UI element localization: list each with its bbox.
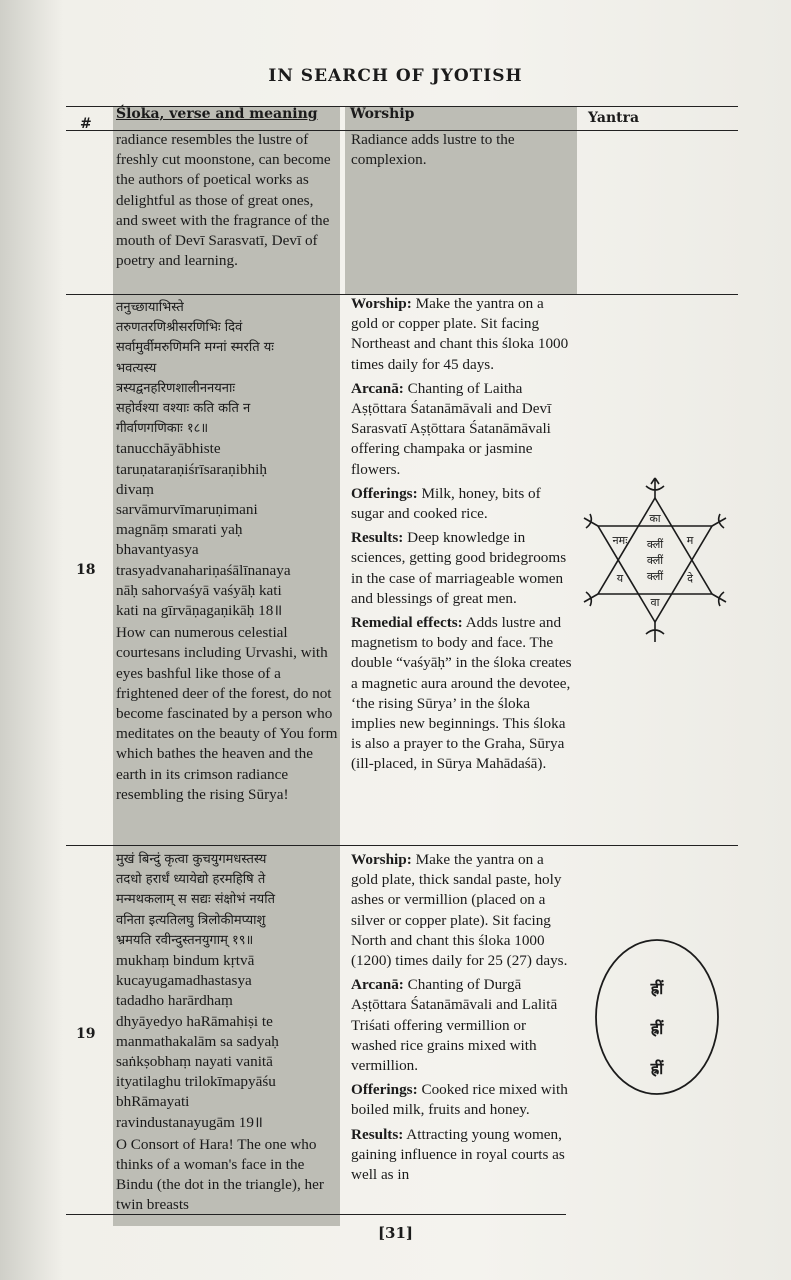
offerings-text: Milk, honey, bits of sugar and cooked rice.	[351, 484, 541, 523]
worship-label: Worship:	[351, 851, 412, 868]
arcana-para	[351, 379, 573, 480]
sloka-line: सहोर्वश्या वश्याः कति कति न	[116, 401, 251, 417]
worship-text: Make the yantra on a gold or copper plate. Sit facing Northeast and chant this śloka 1000 times daily for 45 days.	[351, 295, 569, 373]
yantra-syllable-lower-left: य	[616, 572, 624, 585]
results-text: Deep knowledge in sciences, getting good bridegrooms in the case of marriageable women and blessings of great men.	[351, 529, 567, 607]
results-label: Results:	[351, 529, 404, 547]
translit-line: ityatilaghu trilokīmapyāśu	[116, 1073, 276, 1091]
arcana-text: Chanting of Durgā Aṣṭōttara Śatanāmāvali and Lalitā Triśati offering vermillion or washed rice grains mixed with vermillion.	[351, 976, 558, 1075]
offerings-label: Offerings:	[351, 1081, 418, 1099]
results-label: Results:	[351, 1125, 404, 1143]
col-header-yantra: Yantra	[588, 110, 640, 126]
yantra-syllable-center: क्लीं	[646, 554, 664, 567]
translit-line: bhRāmayati	[116, 1093, 190, 1111]
arcana-para	[351, 975, 573, 1076]
yantra-syllable: ह्रीं	[650, 1019, 664, 1038]
offerings-para	[351, 1080, 573, 1120]
row19-transliteration	[116, 951, 340, 1133]
translit-line: mukhaṃ bindum kṛtvā	[116, 952, 255, 970]
col-header-num: #	[80, 116, 92, 132]
offerings-label: Offerings:	[351, 484, 418, 502]
row18-worship-cell	[351, 294, 573, 779]
row-number-19: 19	[76, 1026, 96, 1042]
row18-sloka-cell	[116, 298, 340, 805]
translit-line: bhavantyasya	[116, 541, 199, 559]
translit-line: ravindustanayugām 19॥	[116, 1113, 264, 1131]
worship-para	[351, 850, 573, 971]
sloka-line: सर्वामुर्वीमरुणिमनि मग्नां स्मरति यः	[116, 340, 274, 356]
row19-sloka-cell	[116, 850, 340, 1216]
remedial-para	[351, 613, 573, 775]
translit-line: tanucchāyābhiste	[116, 440, 221, 458]
yantra-syllable: ह्रीं	[650, 1059, 664, 1078]
translit-line: kucayugamadhastasya	[116, 972, 252, 990]
sloka-line: वनिता इत्यतिलघु त्रिलोकीमप्याशु	[116, 912, 266, 928]
arcana-label: Arcanā:	[351, 379, 404, 397]
translit-line: manmathakalām sa sadyaḥ	[116, 1032, 279, 1050]
row19-circle-yantra	[592, 936, 722, 1098]
yantra-syllable-center: क्लीं	[646, 570, 664, 583]
translit-line: nāḥ sahorvaśyā vaśyāḥ kati	[116, 581, 282, 599]
prev-row-meaning: radiance resembles the lustre of freshly cut moonstone, can become the authors of poetical works as delightful as those of great ones, and sweet with the fragrance of the mouth of Devī Sarasvatī, Devī of poetry and learning.	[116, 131, 331, 270]
row18-transliteration	[116, 439, 340, 621]
col-header-worship: Worship	[350, 106, 415, 122]
results-text: Attracting young women, gaining influence in royal courts as well as in	[351, 1125, 565, 1184]
arcana-label: Arcanā:	[351, 976, 404, 994]
sloka-line: तनुच्छायाभिस्ते	[116, 300, 184, 315]
translit-line: trasyadvanahariṇaśālīnanaya	[116, 561, 291, 579]
results-para	[351, 528, 573, 609]
yantra-syllable-left: नमः	[612, 534, 628, 547]
running-header: IN SEARCH OF JYOTISH	[268, 66, 523, 86]
yantra-syllable: ह्रीं	[650, 979, 664, 998]
prev-row-worship: Radiance adds lustre to the complexion.	[351, 131, 515, 169]
sloka-line: तरुणतरणिश्रीसरणिभिः दिवं	[116, 320, 243, 336]
remedial-text: Adds lustre and magnetism to body and face. The double “vaśyāḥ” in the śloka creates a magnetic aura around the devotee, ‘the rising Sūrya’ in the śloka implies new beginnings. This śloka is also a prayer to the Graha, Sūrya (ill-placed, in Sūrya Mahādaśā).	[351, 614, 572, 773]
row18-devanagari	[116, 298, 340, 439]
worship-text: Make the yantra on a gold plate, thick sandal paste, holy ashes or vermillion (placed on a silver or copper plate). Sit facing North and chant this śloka 1000 (1200) times daily for 25 (27) days.	[351, 851, 568, 970]
page-number: [31]	[377, 1224, 414, 1242]
sloka-line: गीर्वाणगणिकाः १८॥	[116, 421, 209, 437]
row-number-18: 18	[76, 562, 96, 578]
row19-worship-cell	[351, 850, 573, 1189]
yantra-syllable-lower-right: दे	[687, 572, 693, 585]
arcana-text: Chanting of Laitha Aṣṭōttara Śatanāmāvali and Devī Sarasvatī Aṣṭōttara Śatanāmāvali offering champaka or jasmine flowers.	[351, 379, 552, 478]
sloka-line: भवत्यस्य	[116, 360, 157, 376]
sloka-line: तदधो हरार्धं ध्यायेद्यो हरमहिषि ते	[116, 872, 266, 888]
results-para	[351, 1125, 573, 1186]
row19-meaning: O Consort of Hara! The one who thinks of a woman's face in the Bindu (the dot in the triangle), her twin breasts	[116, 1135, 324, 1214]
remedial-label: Remedial effects:	[351, 614, 463, 632]
yantra-syllable-bottom: वा	[650, 596, 660, 609]
translit-line: dhyāyedyo haRāmahiṣi te	[116, 1012, 273, 1030]
yantra-syllable-top: का	[649, 512, 661, 525]
offerings-para	[351, 484, 573, 524]
yantra-syllable-right: म	[686, 534, 694, 547]
sloka-line: भ्रमयति रवीन्दुस्तनयुगाम् १९॥	[116, 932, 254, 948]
translit-line: sarvāmurvīmaruṇimani	[116, 501, 258, 519]
sloka-line: मन्मथकलाम् स सद्यः संक्षोभं नयति	[116, 892, 275, 908]
row18-meaning: How can numerous celestial courtesans including Urvashi, with eyes bashful like those of a frightened deer of the forest, do not become fascinated by a person who meditates on the beauty of You form which bathes the heaven and the earth in its crimson radiance resembling the rising Sūrya!	[116, 624, 338, 803]
row19-devanagari	[116, 850, 340, 951]
sloka-line: मुखं बिन्दुं कृत्वा कुचयुगमधस्तस्य	[116, 852, 267, 867]
translit-line: magnāṃ smarati yaḥ	[116, 521, 243, 539]
sloka-line: त्रस्यद्वनहरिणशालीननयनाः	[116, 380, 236, 396]
row19-top-rule	[66, 845, 738, 846]
worship-label: Worship:	[351, 295, 412, 312]
row18-hexagram-yantra	[580, 470, 730, 650]
translit-line: kati na gīrvāṇagaṇikāḥ 18॥	[116, 602, 283, 620]
translit-line: taruṇataraṇiśrīsaraṇibhiḥ	[116, 460, 267, 478]
translit-line: divaṃ	[116, 480, 154, 498]
yantra-syllable-center: क्लीं	[646, 538, 664, 551]
worship-para	[351, 294, 573, 375]
translit-line: tadadho harārdhaṃ	[116, 992, 233, 1010]
offerings-text: Cooked rice mixed with boiled milk, fruits and honey.	[351, 1081, 568, 1119]
translit-line: saṅkṣobhaṃ nayati vanitā	[116, 1053, 273, 1071]
col-header-sloka: Śloka, verse and meaning	[116, 106, 318, 122]
